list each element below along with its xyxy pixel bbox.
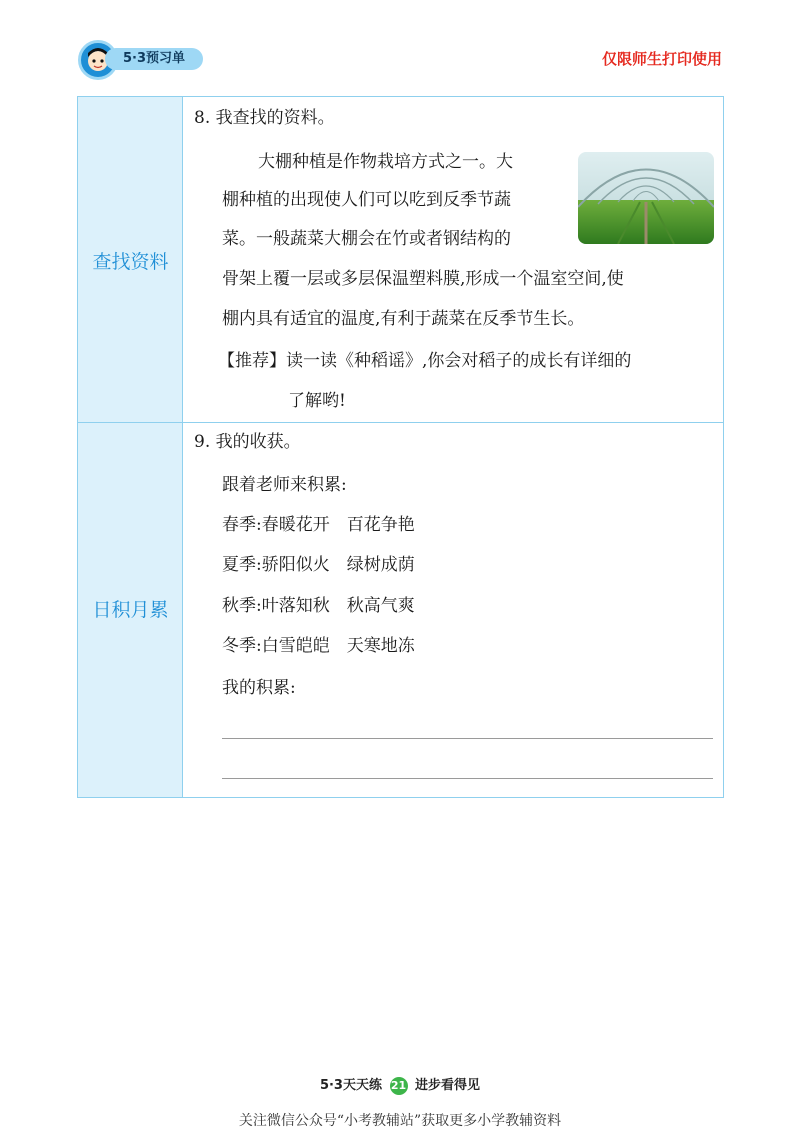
series-badge: 5·3预习单 bbox=[105, 48, 203, 70]
footer-motto: 进步看得见 bbox=[415, 1078, 481, 1093]
footer-slogan bbox=[0, 1074, 800, 1095]
section-label-accumulation: 日积月累 bbox=[92, 599, 169, 621]
wechat-footer-note: 关注微信公众号“小考教辅站”获取更多小学教辅资料 bbox=[238, 1113, 562, 1129]
footer-series: 5·3天天练 bbox=[319, 1078, 382, 1093]
writing-line-1[interactable] bbox=[222, 738, 713, 739]
question-8-heading: 8. 我查找的资料。 bbox=[194, 108, 335, 128]
my-accumulation-label: 我的积累: bbox=[222, 678, 296, 698]
paragraph-line: 棚内具有适宜的温度,有利于蔬菜在反季节生长。 bbox=[222, 309, 585, 329]
writing-line-2[interactable] bbox=[222, 778, 713, 779]
question-9-heading: 9. 我的收获。 bbox=[194, 432, 301, 452]
accumulation-intro: 跟着老师来积累: bbox=[222, 475, 347, 495]
season-idiom-winter: 冬季:白雪皑皑 天寒地冻 bbox=[222, 636, 415, 656]
label-column bbox=[78, 97, 183, 797]
greenhouse-photo bbox=[578, 152, 714, 244]
season-idiom-summer: 夏季:骄阳似火 绿树成荫 bbox=[222, 555, 415, 575]
paragraph-line: 棚种植的出现使人们可以吃到反季节蔬 bbox=[222, 190, 511, 210]
row-divider bbox=[78, 422, 723, 423]
section-label-research: 查找资料 bbox=[92, 251, 169, 273]
season-idiom-autumn: 秋季:叶落知秋 秋高气爽 bbox=[222, 596, 415, 616]
paragraph-line: 骨架上覆一层或多层保温塑料膜,形成一个温室空间,使 bbox=[222, 269, 624, 289]
page-number-badge: 21 bbox=[390, 1077, 408, 1095]
print-restriction-note: 仅限师生打印使用 bbox=[601, 50, 722, 68]
recommendation-text: 【推荐】读一读《种稻谣》,你会对稻子的成长有详细的 bbox=[218, 351, 632, 371]
season-idiom-spring: 春季:春暖花开 百花争艳 bbox=[222, 515, 415, 535]
paragraph-line: 大棚种植是作物栽培方式之一。大 bbox=[258, 152, 513, 172]
recommendation-text-cont: 了解哟! bbox=[288, 391, 346, 411]
paragraph-line: 菜。一般蔬菜大棚会在竹或者钢结构的 bbox=[222, 229, 511, 249]
